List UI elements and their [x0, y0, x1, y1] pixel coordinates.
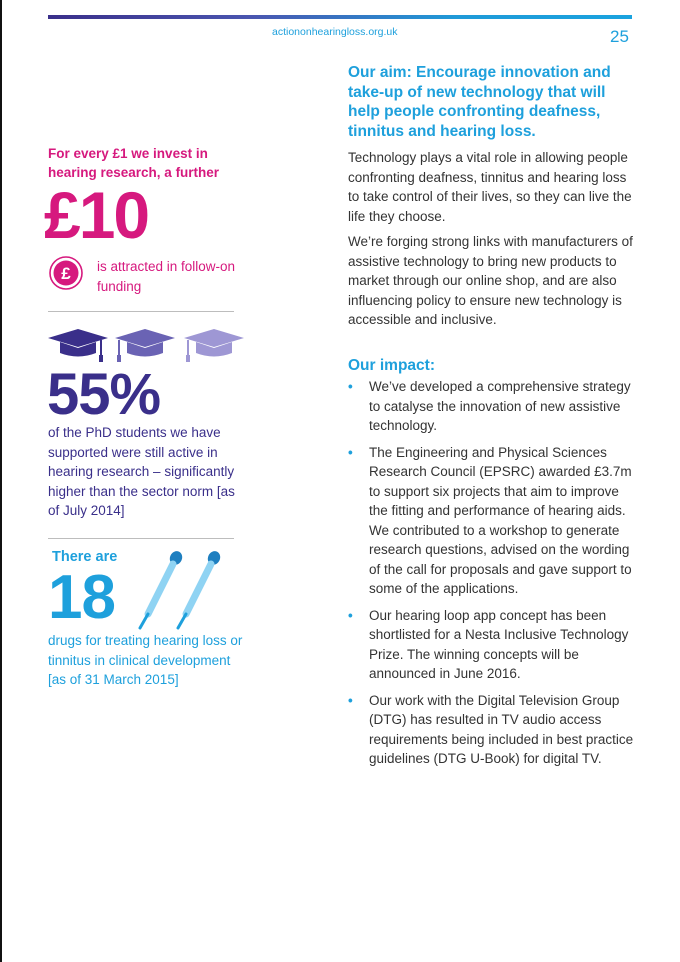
aim-heading: Our aim: Encourage innovation and take-up of new technology that will help people confronting deafness, tinnitus and hearing loss. [348, 64, 611, 140]
bullet-icon: • [348, 379, 353, 394]
svg-text:£: £ [61, 264, 71, 283]
body-paragraph: We’re forging strong links with manufacturers of assistive technology to bring new products to market through our online shop, and are also influencing policy to ensure new technology is accessible and inclusive. [348, 234, 633, 327]
stat1-caption: is attracted in follow-on funding [97, 259, 236, 294]
bullet-icon: • [348, 444, 353, 460]
list-item [348, 377, 638, 436]
dropper-icons [130, 548, 222, 632]
divider [48, 311, 234, 312]
list-item [348, 606, 638, 684]
pound-coin-icon [49, 256, 83, 290]
stat3-value: 18 [48, 563, 115, 632]
divider [48, 538, 234, 539]
stat2-value: 55% [47, 362, 161, 427]
graduation-caps [48, 326, 248, 366]
site-url[interactable]: actiononhearingloss.org.uk [272, 26, 398, 38]
list-item [348, 691, 638, 769]
graduation-cap-icon [48, 329, 108, 362]
stat3-caption: drugs for treating hearing loss or tinnitus in clinical development [as of 31 March 2015] [48, 633, 243, 687]
list-item-text: Our work with the Digital Television Group (DTG) has resulted in TV audio access requirements being included in best practice guidelines (DTG U-Book) for digital TV. [369, 692, 634, 766]
bullet-icon: • [348, 607, 353, 623]
dropper-icon [178, 549, 222, 628]
impact-list [348, 377, 638, 776]
stat3-lead: There are [52, 549, 118, 565]
list-item [348, 443, 638, 599]
page-number: 25 [610, 27, 629, 46]
stat1-value: £10 [44, 178, 149, 252]
list-item-text: We’ve developed a comprehensive strategy to catalyse the innovation of new assistive technology. [369, 379, 631, 433]
stat2-caption: of the PhD students we have supported were still active in hearing research – significantly higher than the sector norm [as of July 2014] [48, 425, 235, 518]
body-paragraph: Technology plays a vital role in allowing people confronting deafness, tinnitus and hearing loss to take control of their lives, so they can live the life they choose. [348, 150, 632, 224]
graduation-cap-icon [184, 329, 244, 362]
dropper-icon [140, 549, 184, 628]
page-edge [0, 0, 2, 962]
graduation-cap-icon [115, 329, 175, 362]
bullet-icon: • [348, 692, 353, 708]
stat1-lead: For every £1 we invest in hearing research, a further [48, 146, 220, 180]
list-item-text: Our hearing loop app concept has been shortlisted for a Nesta Inclusive Technology Prize. The winning concepts will be announced in June 2016. [369, 607, 629, 681]
list-item-text: The Engineering and Physical Sciences Research Council (EPSRC) awarded £3.7m to support six projects that aim to improve the fitting and performance of hearing aids. We contributed to a workshop to generate research questions, advised on the wording of the call for proposals and gave support to some of the applications. [369, 444, 632, 596]
header-gradient-rule [48, 15, 632, 19]
impact-heading: Our impact: [348, 357, 435, 374]
